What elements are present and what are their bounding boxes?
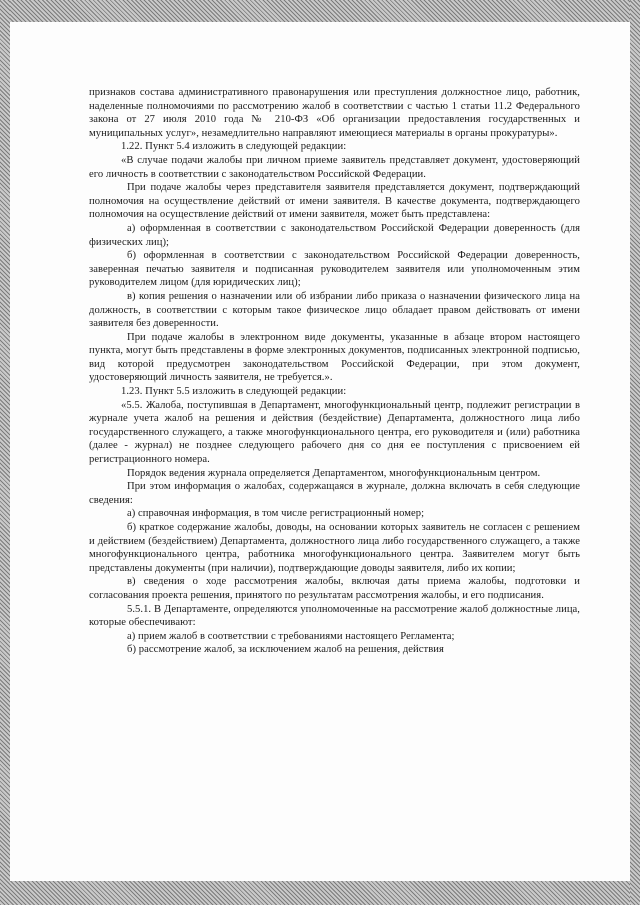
paragraph: а) справочная информация, в том числе регистрационный номер;	[127, 508, 425, 520]
paragraph: 1.23. Пункт 5.5 изложить в следующей редакции:	[121, 386, 347, 398]
paragraph: б) рассмотрение жалоб, за исключением жалоб на решения, действия	[127, 644, 444, 656]
paragraph: признаков состава административного правонарушения или преступления должностное лицо, работник, наделенные полномочиями по рассмотрению жалоб в соответствии с частью 1 статьи 11.2 Федерального закона от 27 июля 2010 года № 210-ФЗ «Об организации предоставления государственных и муниципальных услуг», незамедлительно направляют имеющиеся материалы в органы прокуратуры».	[89, 87, 580, 139]
document-body	[89, 86, 580, 657]
paragraph: в) сведения о ходе рассмотрения жалобы, включая даты приема жалобы, подготовки и согласования проекта решения, принятого по результатам рассмотрения жалобы, и его подписания.	[89, 576, 580, 601]
paragraph: 5.5.1. В Департаменте, определяются уполномоченные на рассмотрение жалоб должностные лица, которые обеспечивают:	[89, 603, 580, 629]
paragraph: При этом информация о жалобах, содержащаяся в журнале, должна включать в себя следующие сведения:	[89, 481, 580, 506]
paragraph: а) оформленная в соответствии с законодательством Российской Федерации доверенность (для физических лиц);	[89, 222, 580, 248]
paragraph: «В случае подачи жалобы при личном приеме заявитель представляет документ, удостоверяющий его личность в соответствии с законодательством Российской Федерации.	[89, 154, 580, 180]
paragraph: в) копия решения о назначении или об избрании либо приказа о назначении физического лица на должность, в соответствии с которым такое физическое лицо обладает правом действовать от имени заявителя без доверенности.	[89, 290, 580, 330]
scan-border-right	[630, 0, 640, 905]
scan-border-top	[0, 0, 640, 22]
paragraph: 1.22. Пункт 5.4 изложить в следующей редакции:	[121, 141, 347, 153]
document-sheet	[10, 22, 630, 881]
paragraph: Порядок ведения журнала определяется Департаментом, многофункциональным центром.	[127, 467, 541, 479]
paragraph: При подаче жалобы в электронном виде документы, указанные в абзаце втором настоящего пункта, могут быть представлены в форме электронных документов, подписанных электронной подписью, вид которой предусмотрен законодательством Российской Федерации, при этом документ, удостоверяющий личность заявителя, не требуется.».	[89, 331, 580, 384]
paragraph: а) прием жалоб в соответствии с требованиями настоящего Регламента;	[127, 630, 455, 642]
scan-border-bottom	[0, 881, 640, 905]
paragraph: «5.5. Жалоба, поступившая в Департамент, многофункциональный центр, подлежит регистрации в журнале учета жалоб на решения и действия (бездействие) Департамента, должностного лица либо государственного служащего, а также многофункционального центра, его руководителя и (или) работника (далее - журнал) не позднее следующего рабочего дня со дня ее поступления с присвоением ей регистрационного номера.	[89, 399, 580, 466]
scan-border-left	[0, 0, 10, 905]
paragraph: б) краткое содержание жалобы, доводы, на основании которых заявитель не согласен с решением и действием (бездействием) Департамента, должностного лица либо государственного служащего, а также многофункционального центра, работника многофункционального центра. Заявителем могут быть представлены документы (при наличии), подтверждающие доводы заявителя, либо их копии;	[89, 522, 580, 574]
paragraph: При подаче жалобы через представителя заявителя представляется документ, подтверждающий полномочия на осуществление действий от имени заявителя. В качестве документа, подтверждающего полномочия на осуществление действий от имени заявителя, может быть представлена:	[89, 182, 580, 221]
paragraph: б) оформленная в соответствии с законодательством Российской Федерации доверенность, заверенная печатью заявителя и подписанная руководителем заявителя или уполномоченным этим руководителем лицом (для юридических лиц);	[89, 250, 580, 289]
